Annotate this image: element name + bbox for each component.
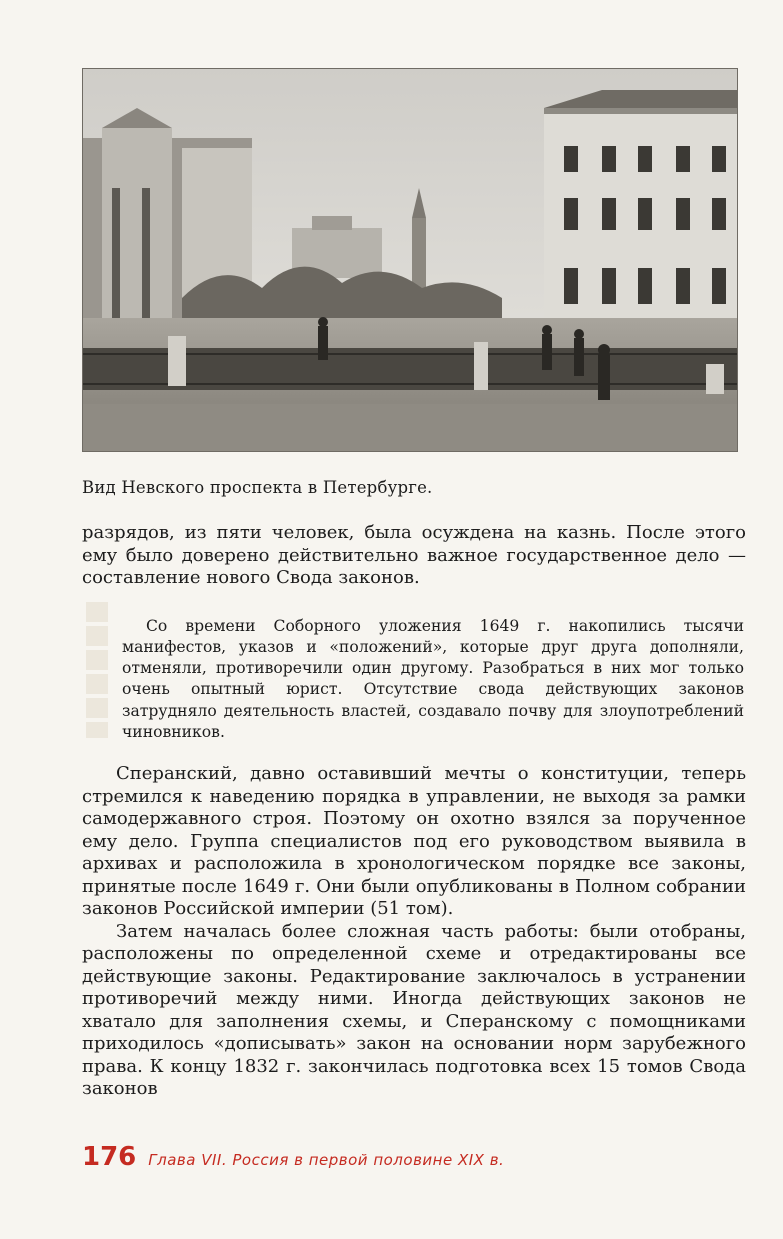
- main-text: [82, 763, 746, 1101]
- paragraph-continued: [82, 522, 746, 590]
- paragraph-text: разрядов, из пяти человек, была осуждена на казнь. После этого ему было доверено действительно важное государственное дело — составление нового Свода законов.: [82, 522, 746, 588]
- aside-text: Со времени Соборного уложения 1649 г. накопились тысячи манифестов, указов и «положений», которые друг друга дополняли, отменяли, противоречили один другому. Разобраться в них мог только очень опытный юрист. Отсутствие свода действующих законов затрудняло деятельность властей, создавало почву для злоупотреблений чиновников.: [122, 616, 744, 742]
- page-footer: [82, 1142, 742, 1172]
- aside-note: [82, 600, 746, 750]
- nevsky-prospect-engraving: [82, 68, 738, 452]
- figure-caption: Вид Невского проспекта в Петербурге.: [82, 478, 433, 497]
- paragraph-speransky: Сперанский, давно оставивший мечты о конституции, теперь стремился к наведению порядка в управлении, не выходя за рамки самодержавного строя. Поэтому он охотно взялся за порученное ему дело. Группа специалистов под его руководством выявила в архивах и расположила в хронологическом порядке все законы, принятые после 1649 г. Они были опубликованы в Полном собрании законов Российской империи (51 том).: [82, 763, 746, 919]
- chapter-title: Глава VII. Россия в первой половине XIX в.: [148, 1151, 505, 1169]
- paragraph-codification: Затем началась более сложная часть работы: были отобраны, расположены по определенной схеме и отредактированы все действующие законы. Редактирование заключалось в устранении противоречий между ними. Иногда действующих законов не хватало для заполнения схемы, и Сперанскому с помощниками приходилось «дописывать» закон на основании норм зарубежного права. К концу 1832 г. закончилась подготовка всех 15 томов Свода законов: [82, 920, 746, 1099]
- page-number: 176: [82, 1142, 137, 1172]
- aside-marker: [86, 602, 108, 738]
